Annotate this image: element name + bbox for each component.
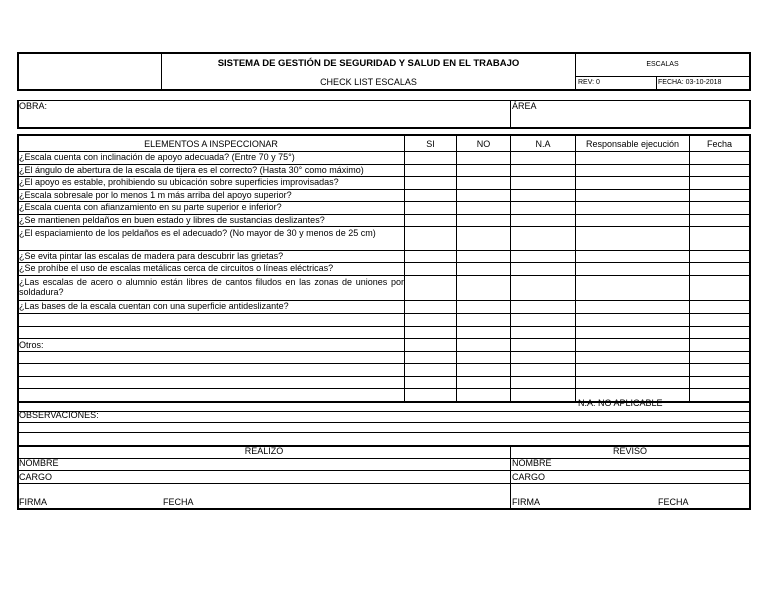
- realizo-fecha-label: FECHA: [163, 497, 194, 507]
- question-5: ¿Escala cuenta con afianzamiento en su parte superior e inferior?: [19, 202, 282, 212]
- checklist-title: CHECK LIST ESCALAS: [320, 77, 417, 87]
- reviso-firma-label: FIRMA: [512, 497, 540, 507]
- question-8: ¿Se evita pintar las escalas de madera para descubrir las grietas?: [19, 251, 284, 261]
- question-7: ¿El espaciamiento de los peldaños es el adecuado? (No mayor de 30 y menos de 25 cm): [19, 228, 376, 238]
- realizo-cargo-label: CARGO: [19, 472, 53, 482]
- realizo-nombre-label: NOMBRE: [19, 458, 59, 468]
- others-label: Otros:: [19, 340, 44, 350]
- header-no: NO: [476, 139, 491, 149]
- reviso-fecha-label: FECHA: [658, 497, 689, 507]
- system-title: SISTEMA DE GESTIÓN DE SEGURIDAD Y SALUD EN EL TRABAJO: [217, 58, 520, 69]
- header-responsible: Responsable ejecución: [585, 139, 680, 149]
- question-11: ¿Las bases de la escala cuentan con una superficie antideslizante?: [19, 301, 289, 311]
- realizo-firma-label: FIRMA: [19, 497, 47, 507]
- na-note: N.A: NO APLICABLE: [578, 398, 663, 408]
- header-si: SI: [426, 139, 435, 149]
- reviso-nombre-label: NOMBRE: [512, 458, 552, 468]
- reviso-cargo-label: CARGO: [512, 472, 546, 482]
- realizo-heading: REALIZÓ: [244, 446, 284, 456]
- question-4: ¿Escala sobresale por lo menos 1 m más arriba del apoyo superior?: [19, 190, 292, 200]
- header-elements: ELEMENTOS A INSPECCIONAR: [144, 139, 278, 149]
- document-date: FECHA: 03-10-2018: [658, 79, 722, 86]
- reviso-heading: REVISÓ: [612, 446, 647, 456]
- header-date: Fecha: [706, 139, 732, 149]
- question-10: ¿Las escalas de acero o alumnio están libres de cantos filudos en las zonas de uniones por soldadura?: [19, 277, 404, 297]
- document-name: ESCALAS: [646, 61, 679, 68]
- revision-label: REV: 0: [578, 79, 600, 86]
- obra-label: OBRA:: [19, 101, 48, 111]
- header-na: N.A: [535, 139, 551, 149]
- question-6: ¿Se mantienen peldaños en buen estado y libres de sustancias deslizantes?: [19, 215, 325, 225]
- area-label: ÁREA: [512, 101, 537, 111]
- question-9: ¿Se prohíbe el uso de escalas metálicas cerca de circuitos o líneas eléctricas?: [19, 263, 334, 273]
- question-2: ¿El ángulo de abertura de la escala de tijera es el correcto? (Hasta 30° como máximo): [19, 165, 364, 175]
- question-3: ¿El apoyo es estable, prohibiendo su ubicación sobre superficies improvisadas?: [19, 177, 339, 187]
- question-1: ¿Escala cuenta con inclinación de apoyo adecuada? (Entre 70 y 75°): [19, 152, 295, 162]
- observations-label: OBSERVACIONES:: [19, 410, 99, 420]
